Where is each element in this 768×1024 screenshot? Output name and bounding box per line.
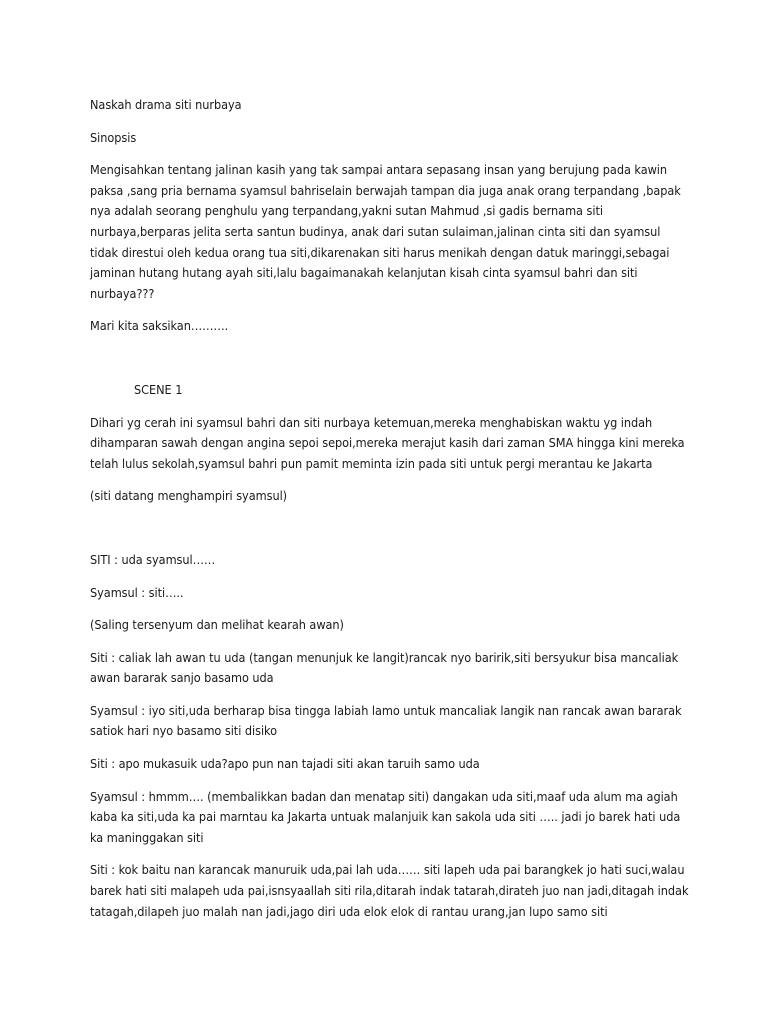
dialogue-line: Syamsul : hmmm…. (membalikkan badan dan menatap siti) dangakan uda siti,maaf uda alum ma agiah kaba ka siti,uda ka pai marntau ka Jakarta untuak malanjuik kan sakola uda siti ….. jadi jo barek hati uda ka maninggakan siti: [90, 788, 681, 845]
stage-direction: (siti datang menghampiri syamsul): [90, 488, 288, 504]
scene-heading: SCENE 1: [134, 381, 183, 397]
dialogue-line: Syamsul : siti…..: [90, 584, 184, 600]
document-body: [90, 95, 690, 934]
dialogue-line: SITI : uda syamsul……: [90, 551, 216, 567]
dialogue-line: Syamsul : iyo siti,uda berharap bisa tingga labiah lamo untuk mancaliak langik nan rancak awan bararak satiok hari nyo basamo siti disiko: [90, 702, 682, 739]
dialogue-line: Siti : apo mukasuik uda?apo pun nan tajadi siti akan taruih samo uda: [90, 756, 480, 772]
document-title: Naskah drama siti nurbaya: [90, 97, 242, 112]
sinopsis-paragraph: Mengisahkan tentang jalinan kasih yang tak sampai antara sepasang insan yang berujung pada kawin paksa ,sang pria bernama syamsul bahriselain berwajah tampan dia juga anak orang terpandang ,bapak nya adalah seorang penghulu yang terpandang,yakni sutan Mahmud ,si gadis bernama siti nurbaya,berparas jelita serta santun budinya, anak dari sutan sulaiman,jalinan cinta siti dan syamsul tidak direstui oleh kedua orang tua siti,dikarenakan siti harus menikah dengan datuk maringgi,sebagai jaminan hutang hutang ayah siti,lalu bagaimanakah kelanjutan kisah cinta syamsul bahri dan siti nurbaya???: [90, 162, 681, 301]
dialogue-line: Siti : caliak lah awan tu uda (tangan menunjuk ke langit)rancak nyo baririk,siti bersyukur bisa mancaliak awan bararak sanjo basamo uda: [90, 649, 679, 686]
dialogue-line: Siti : kok baitu nan karancak manuruik uda,pai lah uda…… siti lapeh uda pai barangkek jo hati suci,walau barek hati siti malapeh uda pai,isnsyaallah siti rila,ditarah indak tatarah,dirateh juo nan jadi,ditagah indak tatagah,dilapeh juo malah nan jadi,jago diri uda elok elok di rantau urang,jan lupo samo siti: [90, 862, 689, 919]
sinopsis-heading: Sinopsis: [90, 129, 137, 145]
dialogue-line: (Saling tersenyum dan melihat kearah awan): [90, 617, 344, 633]
scene-description: Dihari yg cerah ini syamsul bahri dan siti nurbaya ketemuan,mereka menghabiskan waktu yg indah dihamparan sawah dengan angina sepoi sepoi,mereka merajut kasih dari zaman SMA hingga kini mereka telah lulus sekolah,syamsul bahri pun pamit meminta izin pada siti untuk pergi merantau ke Jakarta: [90, 414, 685, 471]
invitation-line: Mari kita saksikan……….: [90, 318, 229, 334]
